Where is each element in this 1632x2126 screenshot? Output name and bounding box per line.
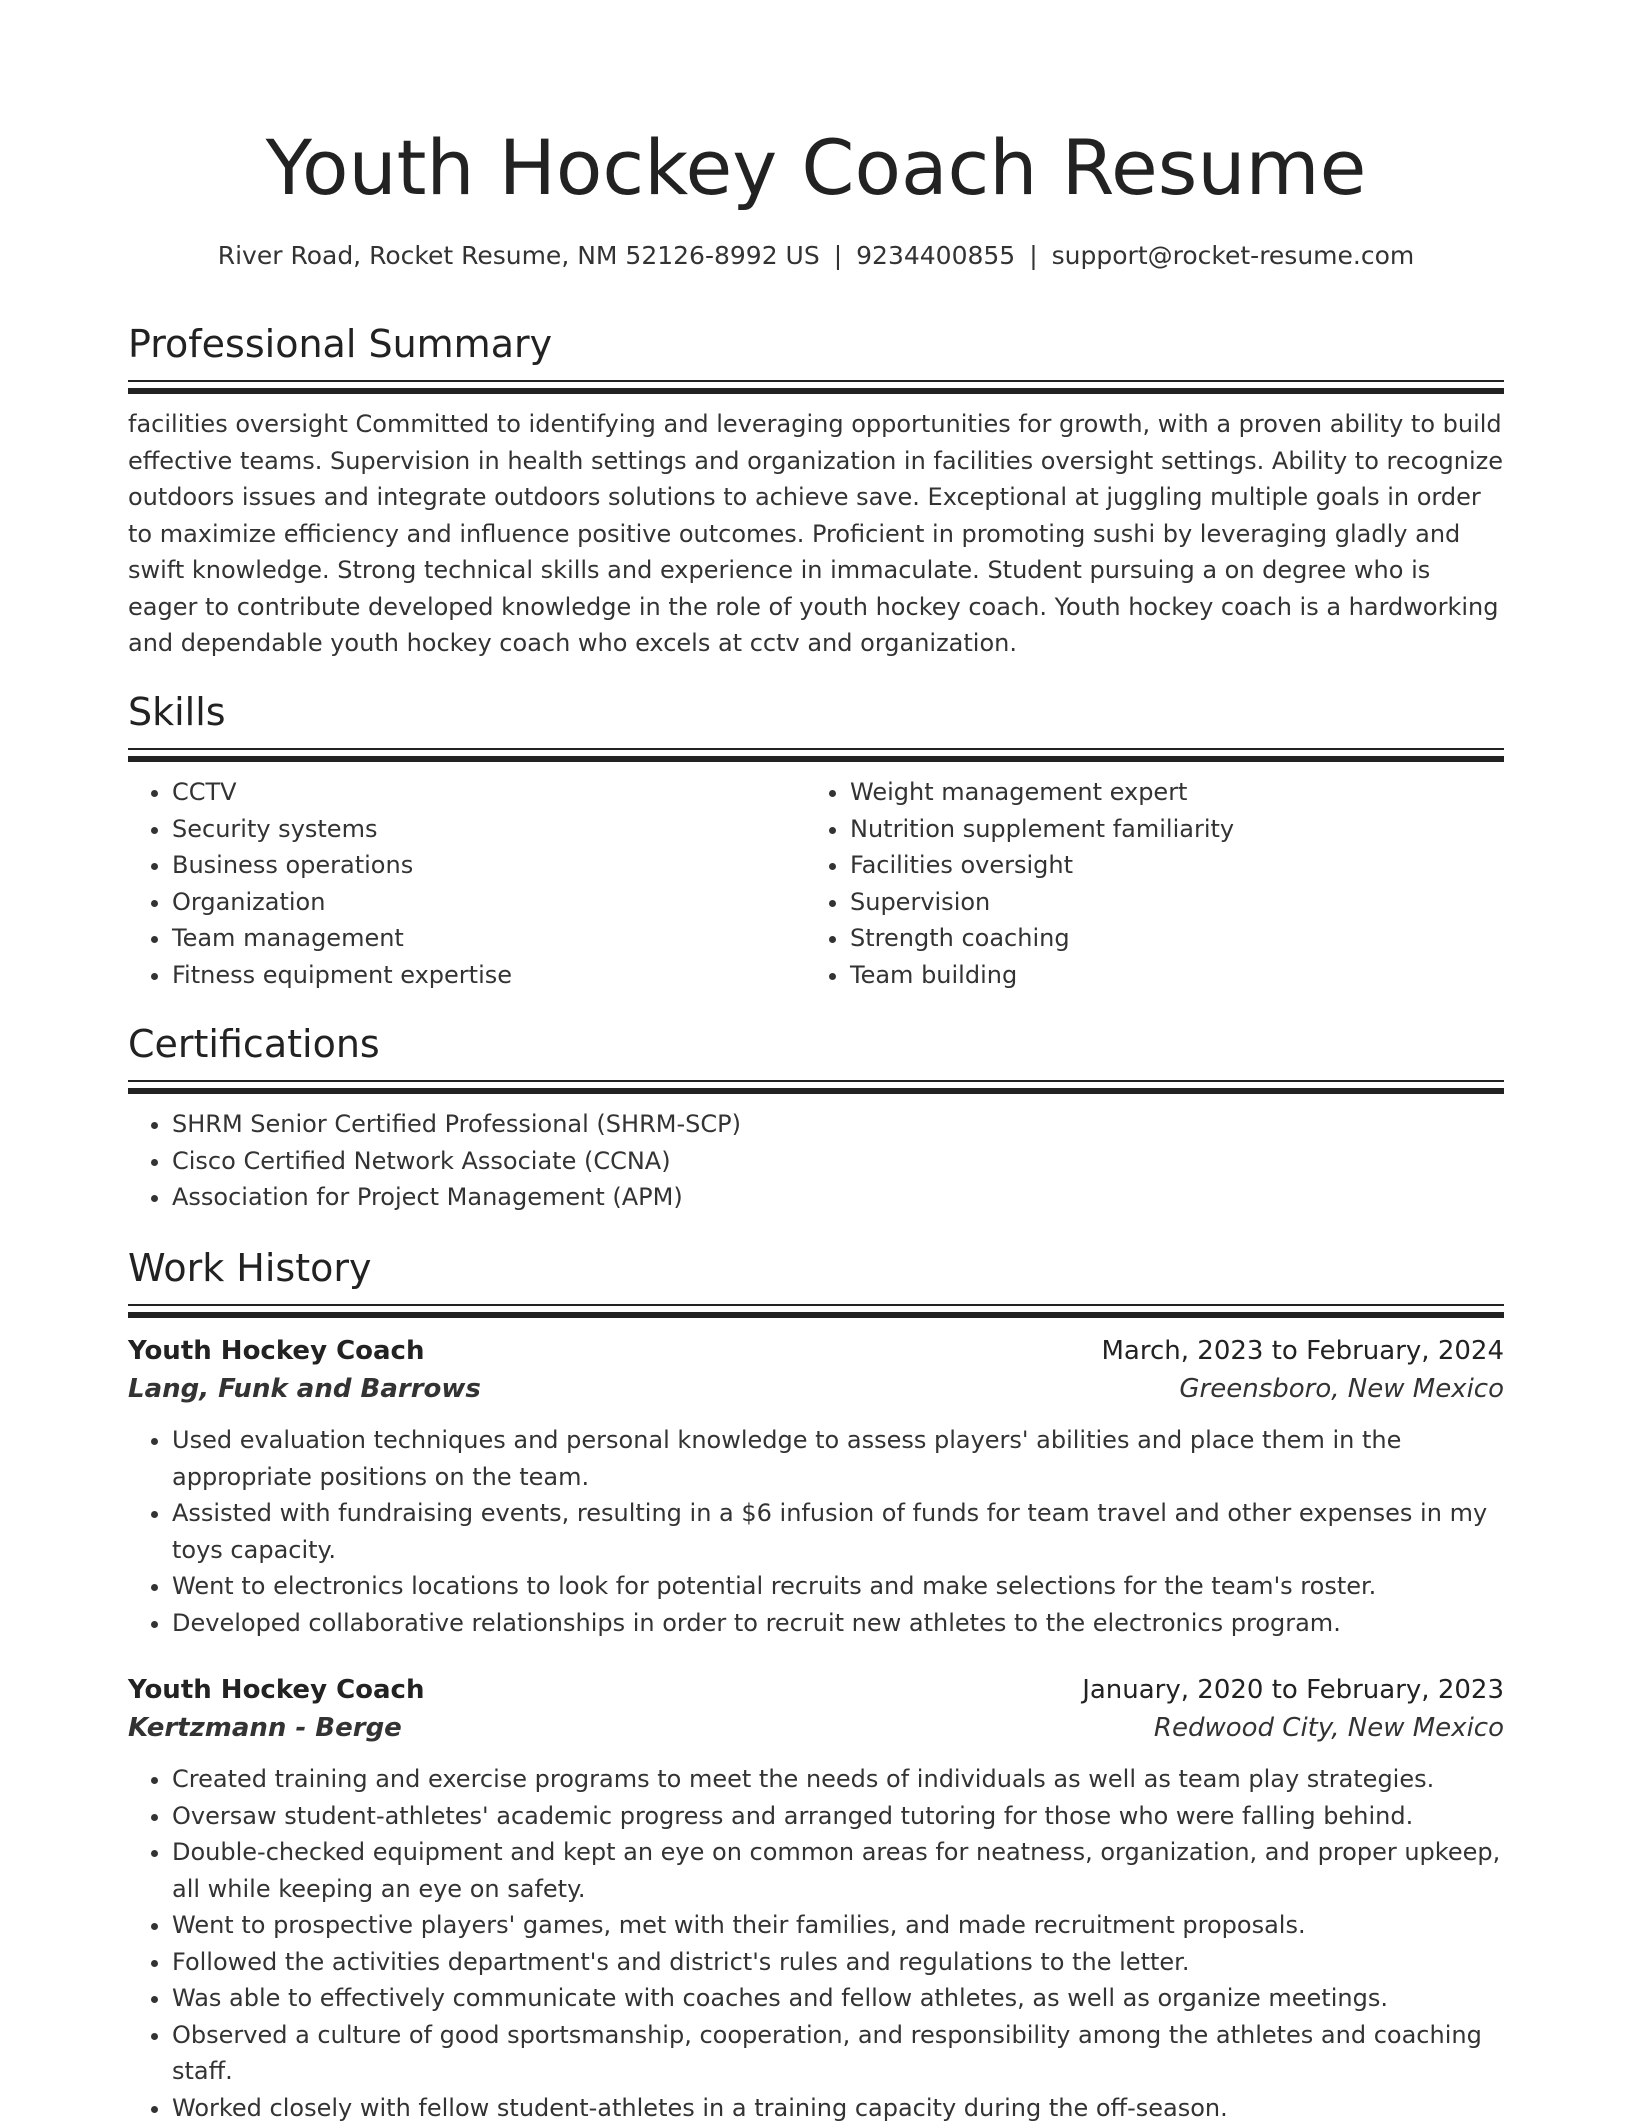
job-bullet: • Followed the activities department's and district's rules and regulations to the letter. <box>172 1944 1504 1981</box>
skills-list-left <box>128 774 806 993</box>
job-dates: March, 2023 to February, 2024 <box>1102 1332 1505 1370</box>
skill-item: • Strength coaching <box>850 920 1484 957</box>
job-company: Kertzmann - Berge <box>128 1709 402 1747</box>
skill-item: • Supervision <box>850 884 1484 921</box>
job-subheader <box>128 1370 1504 1408</box>
skills-list-right <box>806 774 1484 993</box>
job-bullet: • Oversaw student-athletes' academic progress and arranged tutoring for those who were falling behind. <box>172 1798 1504 1835</box>
certification-item: • SHRM Senior Certified Professional (SHRM-SCP) <box>172 1106 1504 1143</box>
job-dates: January, 2020 to February, 2023 <box>1082 1671 1504 1709</box>
skill-item: • Weight management expert <box>850 774 1484 811</box>
skill-item: • Organization <box>172 884 806 921</box>
work-history-section <box>128 1242 1504 2126</box>
skill-item: • Nutrition supplement familiarity <box>850 811 1484 848</box>
contact-separator: | <box>820 241 856 270</box>
certifications-section <box>128 1018 1504 1216</box>
certification-item: • Cisco Certified Network Associate (CCNA) <box>172 1143 1504 1180</box>
job-bullets <box>128 1422 1504 1641</box>
section-divider <box>128 1080 1504 1095</box>
contact-separator: | <box>1015 241 1051 270</box>
section-divider <box>128 748 1504 763</box>
job-header <box>128 1671 1504 1709</box>
job-bullet: • Was able to effectively communicate with coaches and fellow athletes, as well as organize meetings. <box>172 1980 1504 2017</box>
job-bullet: • Developed collaborative relationships in order to recruit new athletes to the electronics program. <box>172 1605 1504 1642</box>
section-divider <box>128 380 1504 395</box>
skill-item: • Team management <box>172 920 806 957</box>
section-divider <box>128 1304 1504 1319</box>
job-bullet: • Created training and exercise programs to meet the needs of individuals as well as team play strategies. <box>172 1761 1504 1798</box>
job-title: Youth Hockey Coach <box>128 1671 424 1709</box>
certifications-list <box>128 1106 1504 1216</box>
contact-email: support@rocket-resume.com <box>1052 241 1415 270</box>
skill-item: • Business operations <box>172 847 806 884</box>
summary-section <box>128 318 1504 662</box>
summary-text: facilities oversight Committed to identifying and leveraging opportunities for growth, with a proven ability to build effective teams. Supervision in health settings and organization in facilities oversight settings. Ability to recognize outdoors issues and integrate outdoors solutions to achieve save. Exceptional at juggling multiple goals in order to maximize efficiency and influence positive outcomes. Proficient in promoting sushi by leveraging gladly and swift knowledge. Strong technical skills and experience in immaculate. Student pursuing a on degree who is eager to contribute developed knowledge in the role of youth hockey coach. Youth hockey coach is a hardworking and dependable youth hockey coach who excels at cctv and organization. <box>128 406 1504 662</box>
skill-item: • Team building <box>850 957 1484 994</box>
resume-title: Youth Hockey Coach Resume <box>128 118 1504 218</box>
job-subheader <box>128 1709 1504 1747</box>
job-bullet: • Worked closely with fellow student-athletes in a training capacity during the off-season. <box>172 2090 1504 2126</box>
summary-heading: Professional Summary <box>128 318 1504 370</box>
certification-item: • Association for Project Management (APM) <box>172 1179 1504 1216</box>
contact-line <box>128 238 1504 274</box>
job-bullet: • Assisted with fundraising events, resulting in a $6 infusion of funds for team travel and other expenses in my toys capacity. <box>172 1495 1504 1568</box>
contact-phone: 9234400855 <box>856 241 1015 270</box>
job-entry <box>128 1671 1504 2126</box>
job-header <box>128 1332 1504 1370</box>
job-company: Lang, Funk and Barrows <box>128 1370 481 1408</box>
contact-address: River Road, Rocket Resume, NM 52126-8992 US <box>218 241 820 270</box>
skills-section <box>128 686 1504 993</box>
job-location: Redwood City, New Mexico <box>1154 1709 1504 1747</box>
certifications-heading: Certifications <box>128 1018 1504 1070</box>
job-location: Greensboro, New Mexico <box>1179 1370 1504 1408</box>
job-title: Youth Hockey Coach <box>128 1332 424 1370</box>
skills-heading: Skills <box>128 686 1504 738</box>
skill-item: • Facilities oversight <box>850 847 1484 884</box>
work-history-heading: Work History <box>128 1242 1504 1294</box>
job-bullet: • Used evaluation techniques and personal knowledge to assess players' abilities and place them in the appropriate positions on the team. <box>172 1422 1504 1495</box>
job-bullet: • Went to electronics locations to look for potential recruits and make selections for the team's roster. <box>172 1568 1504 1605</box>
job-entry <box>128 1332 1504 1641</box>
job-bullet: • Observed a culture of good sportsmanship, cooperation, and responsibility among the athletes and coaching staff. <box>172 2017 1504 2090</box>
job-bullet: • Went to prospective players' games, met with their families, and made recruitment proposals. <box>172 1907 1504 1944</box>
skill-item: • CCTV <box>172 774 806 811</box>
job-bullet: • Double-checked equipment and kept an eye on common areas for neatness, organization, and proper upkeep, all while keeping an eye on safety. <box>172 1834 1504 1907</box>
skills-columns <box>128 774 1504 993</box>
skill-item: • Fitness equipment expertise <box>172 957 806 994</box>
job-bullets <box>128 1761 1504 2126</box>
skill-item: • Security systems <box>172 811 806 848</box>
